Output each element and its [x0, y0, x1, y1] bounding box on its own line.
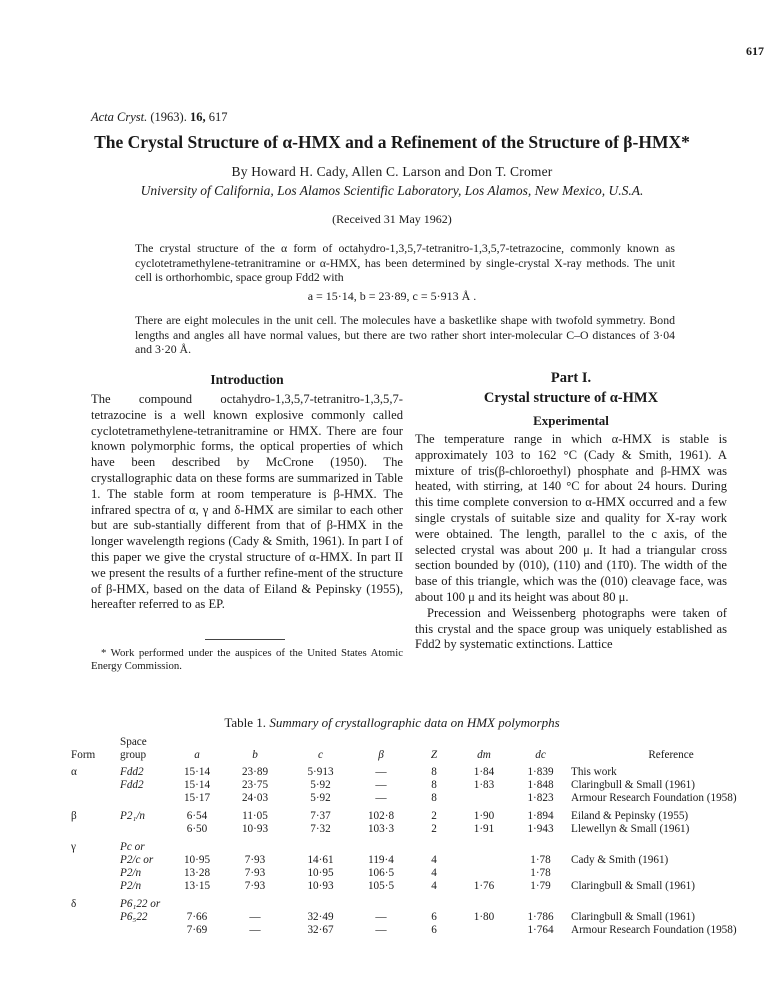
table-cell-beta: —: [375, 924, 387, 936]
table-cell-dm: [458, 836, 510, 854]
table-cell-z: 4: [431, 880, 437, 892]
table-cell-dc: 1·78: [530, 854, 551, 866]
table-cell-c: 5·92: [310, 779, 331, 791]
table-cell-a: 10·95: [183, 854, 211, 866]
table-row: [71, 911, 771, 924]
table-cell-ref: Armour Research Foundation (1958): [571, 792, 737, 804]
header-form: Form: [71, 749, 96, 761]
table-cell-z: 6: [431, 924, 437, 936]
table-row: [71, 805, 771, 823]
table-cell-dm: 1·76: [473, 880, 495, 892]
table-cell-dm: 1·91: [473, 823, 495, 835]
table-cell-c: 5·913: [307, 766, 334, 778]
header-c: c: [318, 749, 323, 761]
experimental-paragraph-2: Precession and Weissenberg photographs were taken of this crystal and the space group was uniquely established as Fdd2 by systematic extinctions. Lattice: [415, 605, 727, 652]
table-cell-sg: [120, 792, 173, 805]
table-cell-sg: P2/n: [120, 880, 142, 892]
table-cell-a: 13·28: [183, 867, 211, 879]
header-reference: Reference: [648, 749, 694, 761]
table-cell-sg: Pc or: [120, 841, 145, 853]
table-cell-sg: Fdd2: [120, 779, 144, 791]
header-beta: β: [378, 749, 384, 761]
table-cell-sg: P6₁22 or: [120, 898, 161, 910]
header-z: Z: [430, 749, 438, 761]
table-cell-z: 8: [431, 766, 437, 778]
table-row: [71, 924, 771, 937]
header-dm: dm: [477, 749, 491, 761]
header-b: b: [252, 749, 258, 761]
table-row: [71, 766, 771, 779]
table-cell-beta: 103·3: [367, 823, 395, 835]
table-cell-b: 24·03: [241, 792, 269, 804]
table-cell-z: 4: [431, 854, 437, 866]
table-caption: [0, 715, 784, 731]
table-cell-z: [410, 836, 458, 854]
table-cell-z: [410, 893, 458, 911]
table-body: [71, 766, 771, 937]
table-cell-dm: [458, 893, 510, 911]
table-cell-form: [71, 867, 120, 880]
table-cell-dc: 1·786: [527, 911, 554, 923]
table-cell-b: 7·93: [244, 854, 266, 866]
table-cell-form: α: [71, 766, 77, 778]
table-cell-beta: 106·5: [367, 867, 395, 879]
table-caption-label: Table 1.: [224, 715, 267, 730]
table-cell-form: [71, 792, 120, 805]
table-cell-z: 2: [431, 810, 437, 822]
table-cell-b: —: [249, 924, 261, 936]
table-cell-dc: 1·79: [530, 880, 551, 892]
table-cell-a: 15·14: [183, 766, 211, 778]
table-cell-b: [221, 836, 289, 854]
abstract-paragraph-2: There are eight molecules in the unit cell. The molecules have a basketlike shape with twofold symmetry. Bond lengths and angles all have normal values, but there are two rather short inter-molecular C–O distances of 3·04 and 3·20 Å.: [135, 313, 675, 356]
table-cell-b: —: [249, 911, 261, 923]
header-space-group: Space group: [120, 736, 147, 761]
table-cell-sg: P2/n: [120, 867, 142, 879]
table-cell-form: β: [71, 810, 77, 822]
table-cell-dc: 1·78: [530, 867, 551, 879]
introduction-text: The compound octahydro-1,3,5,7-tetranitro-1,3,5,7-tetrazocine is a well known explosive commonly called cyclotetramethylene-tetranitramine or HMX. There are four known polymorphic forms, the optical properties of which have been described by McCrone (1950). The crystallographic data on these forms are summarized in Table 1. The stable form at room temperature is β-HMX. The infrared spectra of α, γ and δ-HMX are similar to each other but are sub-stantially different from that of β-HMX in the longer wavelength regions (Cady & Smith, 1961). In part I of this paper we give the crystal structure of α-HMX. In part II we present the results of a further refine-ment of the structure of β-HMX, based on the data of Eiland & Pepinsky (1955), hereafter referred to as EP.: [91, 392, 403, 612]
table-cell-z: 2: [431, 823, 437, 835]
table-cell-sg: Fdd2: [120, 766, 144, 778]
page-number: 617: [746, 44, 764, 58]
table-cell-b: 23·89: [241, 766, 269, 778]
table-cell-b: 7·93: [244, 867, 266, 879]
table-cell-a: 7·69: [186, 924, 208, 936]
table-cell-dc: [510, 836, 571, 854]
table-cell-c: 32·67: [307, 924, 334, 936]
journal-page: 617: [208, 110, 228, 124]
table-cell-ref: Llewellyn & Small (1961): [571, 823, 690, 835]
part-one-heading: Part I.: [550, 370, 592, 386]
table-row: [71, 880, 771, 893]
table-row: [71, 792, 771, 805]
table-cell-z: 6: [431, 911, 437, 923]
table-cell-ref: Cady & Smith (1961): [571, 854, 669, 866]
table-cell-form: [71, 880, 120, 893]
table-cell-ref: Claringbull & Small (1961): [571, 880, 695, 892]
table-cell-form: [71, 854, 120, 867]
table-cell-dm: [458, 854, 510, 867]
abstract-paragraph-1: The crystal structure of the α form of octahydro-1,3,5,7-tetranitro-1,3,5,7-tetrazocine, commonly known as cyclotetramethylene-tetranitramine or α-HMX, has been determined by single-crystal X-ray methods. The unit cell is orthorhombic, space group Fdd2 with: [135, 241, 675, 284]
experimental-paragraph-1: The temperature range in which α-HMX is stable is approximately 103 to 162 °C (Cady & Smith, 1961). A mixture of tris(β-chloroethyl) phosphate and β-HMX was heated, with stirring, at 140 °C for about 24 hours. During this time complete conversion to α-HMX occurred and a few single crystals of suitable size and quality for X-ray work were obtained. The length, parallel to the c axis, of the selected crystal was about 200 μ. It had a triangular cross section bounded by (010), (110) and (11̄0). The width of the base of this triangle, which was the (010) cleavage face, was about 100 μ and its height was about 80 μ.: [415, 432, 727, 604]
affiliation: University of California, Los Alamos Scientific Laboratory, Los Alamos, New Mexico, U.S.A.: [140, 183, 644, 198]
table-cell-sg: [120, 823, 173, 836]
abstract-formula: a = 15·14, b = 23·89, c = 5·913 Å .: [307, 289, 477, 303]
table-cell-dc: 1·764: [527, 924, 554, 936]
table-cell-z: 8: [431, 792, 437, 804]
table-cell-beta: [352, 836, 410, 854]
table-cell-a: 15·14: [183, 779, 211, 791]
table-cell-dc: 1·848: [527, 779, 554, 791]
table-cell-dc: [510, 893, 571, 911]
table-cell-beta: —: [375, 792, 387, 804]
footnote-divider: [205, 639, 285, 640]
table-cell-dc: 1·943: [527, 823, 554, 835]
table-row: [71, 836, 771, 854]
table-cell-sg: P6₅22: [120, 911, 148, 923]
table-cell-z: 8: [431, 779, 437, 791]
table-cell-b: 23·75: [241, 779, 269, 791]
table-cell-beta: [352, 893, 410, 911]
table-cell-c: 10·95: [307, 867, 334, 879]
table-cell-sg: P2₁/n: [120, 810, 146, 822]
table-cell-form: δ: [71, 898, 77, 910]
header-a: a: [194, 749, 200, 761]
footnote: * Work performed under the auspices of the United States Atomic Energy Commission.: [91, 647, 403, 672]
table-cell-dm: 1·90: [473, 810, 495, 822]
table-cell-dm: [458, 792, 510, 805]
table-cell-dc: 1·839: [527, 766, 554, 778]
table-cell-c: 7·32: [310, 823, 331, 835]
header-dc: dc: [535, 749, 546, 761]
table-cell-c: [289, 836, 352, 854]
table-cell-dm: 1·83: [473, 779, 495, 791]
table-cell-ref: [571, 893, 771, 911]
table-cell-c: 14·61: [307, 854, 334, 866]
table-cell-form: [71, 823, 120, 836]
table-cell-a: 15·17: [183, 792, 211, 804]
table-cell-form: [71, 911, 120, 924]
table-cell-a: 6·54: [186, 810, 208, 822]
table-cell-ref: Eiland & Pepinsky (1955): [571, 810, 689, 822]
table-cell-z: 4: [431, 867, 437, 879]
table-header-row: [71, 736, 771, 766]
table-cell-a: 13·15: [183, 880, 211, 892]
journal-name: Acta Cryst.: [91, 110, 148, 124]
part-one-subtitle: Crystal structure of α-HMX: [483, 390, 659, 406]
table-cell-form: γ: [71, 841, 76, 853]
table-cell-ref: Claringbull & Small (1961): [571, 779, 695, 791]
table-cell-a: 7·66: [186, 911, 208, 923]
experimental-text: [415, 432, 727, 653]
table-cell-form: [71, 924, 120, 937]
table-cell-beta: 105·5: [367, 880, 395, 892]
table-cell-ref: [571, 867, 771, 880]
table-cell-a: [173, 836, 221, 854]
table-caption-text: Summary of crystallographic data on HMX polymorphs: [269, 715, 560, 730]
table-cell-c: 32·49: [307, 911, 334, 923]
table-cell-ref: This work: [571, 766, 617, 778]
article-title: The Crystal Structure of α-HMX and a Refinement of the Structure of β-HMX*: [94, 132, 690, 152]
table-cell-b: 10·93: [241, 823, 269, 835]
table-cell-dm: [458, 924, 510, 937]
table-cell-dc: 1·894: [527, 810, 554, 822]
table-cell-c: 10·93: [307, 880, 334, 892]
table-cell-dm: 1·84: [473, 766, 495, 778]
table-cell-a: [173, 893, 221, 911]
authors: By Howard H. Cady, Allen C. Larson and Don T. Cromer: [231, 164, 553, 179]
table-cell-form: [71, 779, 120, 792]
table-cell-ref: Claringbull & Small (1961): [571, 911, 695, 923]
table-cell-c: [289, 893, 352, 911]
table-cell-beta: 119·4: [368, 854, 394, 866]
table-cell-beta: —: [375, 911, 387, 923]
table-row: [71, 779, 771, 792]
table-cell-dm: 1·80: [473, 911, 495, 923]
journal-year: (1963).: [150, 110, 187, 124]
table-cell-sg: [120, 924, 173, 937]
received-date: (Received 31 May 1962): [332, 212, 452, 226]
table-cell-c: 5·92: [310, 792, 331, 804]
table-row: [71, 823, 771, 836]
journal-volume: 16,: [189, 110, 206, 124]
table-row: [71, 854, 771, 867]
table-cell-beta: —: [375, 779, 387, 791]
experimental-heading: Experimental: [533, 413, 609, 428]
table-cell-dc: 1·823: [527, 792, 554, 804]
table-cell-b: 11·05: [242, 810, 268, 822]
table-row: [71, 867, 771, 880]
table-cell-beta: —: [375, 766, 387, 778]
table-cell-sg: P2/c or: [120, 854, 154, 866]
table-cell-c: 7·37: [310, 810, 331, 822]
journal-reference: [91, 110, 227, 125]
table-cell-ref: Armour Research Foundation (1958): [571, 924, 737, 936]
table-cell-b: [221, 893, 289, 911]
table-cell-beta: 102·8: [367, 810, 395, 822]
table-cell-a: 6·50: [186, 823, 208, 835]
crystallographic-data-table: [71, 736, 771, 937]
table-cell-dm: [458, 867, 510, 880]
table-cell-b: 7·93: [244, 880, 266, 892]
introduction-heading: Introduction: [210, 372, 284, 387]
table-cell-ref: [571, 836, 771, 854]
table-row: [71, 893, 771, 911]
